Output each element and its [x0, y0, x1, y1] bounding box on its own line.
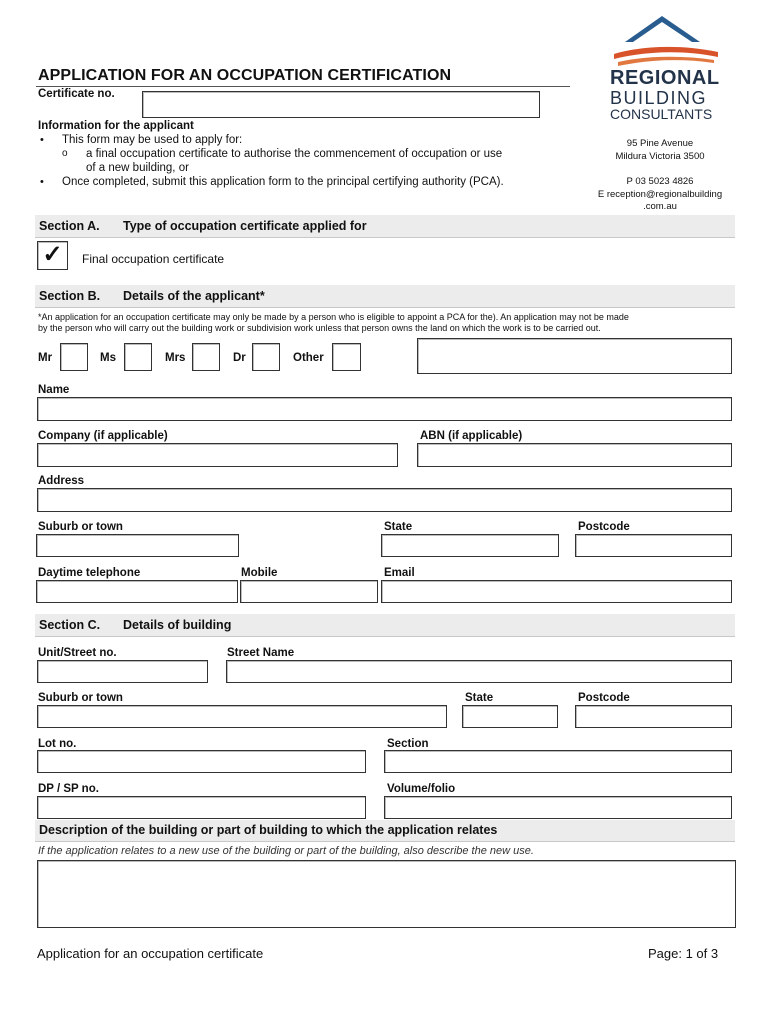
- applicant-suburb-field[interactable]: [36, 534, 239, 557]
- email-label: Email: [384, 567, 415, 579]
- bullet-1: •: [40, 134, 44, 146]
- street-field[interactable]: [226, 660, 732, 683]
- applicant-state-field[interactable]: [381, 534, 559, 557]
- bullet-2: •: [40, 176, 44, 188]
- mrs-checkbox[interactable]: [192, 343, 220, 371]
- company-logo: [600, 12, 730, 122]
- address-label: Address: [38, 475, 85, 487]
- contact-phone: P 03 5023 4826: [626, 176, 694, 187]
- certificate-number-field[interactable]: [142, 91, 540, 118]
- section-b-num: Section B.: [39, 289, 101, 303]
- section-a-num: Section A.: [39, 219, 100, 233]
- logo-line-3: CONSULTANTS: [610, 106, 713, 122]
- applicant-postcode-label: Postcode: [578, 521, 630, 533]
- name-label: Name: [38, 384, 70, 396]
- section-a-title: Type of occupation certificate applied for: [123, 219, 367, 233]
- section-b-title: Details of the applicant*: [123, 289, 265, 303]
- mrs-label: Mrs: [165, 352, 186, 364]
- other-title-field[interactable]: [417, 338, 732, 374]
- address-field[interactable]: [37, 488, 732, 512]
- section-a-header: [35, 215, 735, 238]
- info-sub-1b: of a new building, or: [86, 162, 189, 174]
- title-underline: [36, 86, 570, 87]
- contact-email-1: E reception@regionalbuilding: [597, 189, 723, 200]
- info-heading: Information for the applicant: [38, 120, 194, 132]
- dr-label: Dr: [233, 352, 246, 364]
- mr-checkbox[interactable]: [60, 343, 88, 371]
- info-bullet-1: This form may be used to apply for:: [62, 134, 243, 146]
- mobile-field[interactable]: [240, 580, 378, 603]
- section-c-title: Details of building: [123, 618, 232, 632]
- daytime-phone-field[interactable]: [36, 580, 238, 603]
- lot-label: Lot no.: [38, 738, 77, 750]
- volume-label: Volume/folio: [387, 783, 456, 795]
- dr-checkbox[interactable]: [252, 343, 280, 371]
- description-header: Description of the building or part of building to which the application relates: [35, 820, 735, 842]
- applicant-state-label: State: [384, 521, 413, 533]
- logo-line-2: BUILDING: [610, 88, 708, 108]
- building-state-label: State: [465, 692, 494, 704]
- other-label: Other: [293, 352, 324, 364]
- section-b-note-1: *An application for an occupation certificate may only be made by a person who is eligible to appoint a PCA for the). An application may not be made: [38, 312, 629, 322]
- info-sub-1a: a final occupation certificate to authorise the commencement of occupation or use: [86, 148, 503, 160]
- contact-address-1: 95 Pine Avenue: [626, 138, 694, 149]
- applicant-postcode-field[interactable]: [575, 534, 732, 557]
- volume-field[interactable]: [384, 796, 732, 819]
- logo-roof-icon: [600, 12, 730, 68]
- info-bullet-2: Once completed, submit this application form to the principal certifying authority (PCA).: [62, 176, 504, 188]
- page-title: APPLICATION FOR AN OCCUPATION CERTIFICATION: [38, 67, 452, 84]
- unit-field[interactable]: [37, 660, 208, 683]
- building-suburb-label: Suburb or town: [38, 692, 123, 704]
- section-no-field[interactable]: [384, 750, 732, 773]
- footer-left: Application for an occupation certificate: [37, 946, 264, 961]
- footer-right: Page: 1 of 3: [648, 946, 719, 961]
- unit-label: Unit/Street no.: [38, 647, 117, 659]
- abn-label: ABN (if applicable): [420, 430, 523, 442]
- section-c-num: Section C.: [39, 618, 101, 632]
- company-label: Company (if applicable): [38, 430, 168, 442]
- final-certificate-checkbox[interactable]: [37, 241, 68, 270]
- description-field[interactable]: [37, 860, 736, 928]
- section-b-note-2: by the person who will carry out the building work or subdivision work unless that person owns the land on which the work is to be carried out.: [38, 323, 601, 333]
- name-field[interactable]: [37, 397, 732, 421]
- mobile-label: Mobile: [241, 567, 278, 579]
- building-suburb-field[interactable]: [37, 705, 447, 728]
- logo-line-1: REGIONAL: [610, 67, 720, 89]
- section-c-header: [35, 614, 735, 637]
- final-certificate-label: Final occupation certificate: [82, 252, 225, 266]
- section-no-label: Section: [387, 738, 429, 750]
- ms-label: Ms: [100, 352, 116, 364]
- building-postcode-field[interactable]: [575, 705, 732, 728]
- mr-label: Mr: [38, 352, 53, 364]
- company-field[interactable]: [37, 443, 398, 467]
- description-hint: If the application relates to a new use of the building or part of the building, also describe the new use.: [38, 845, 534, 857]
- check-mark-icon: ✓: [42, 241, 63, 268]
- ms-checkbox[interactable]: [124, 343, 152, 371]
- section-b-header: [35, 285, 735, 308]
- contact-address-2: Mildura Victoria 3500: [615, 151, 705, 162]
- certificate-label: Certificate no.: [38, 88, 115, 100]
- building-state-field[interactable]: [462, 705, 558, 728]
- abn-field[interactable]: [417, 443, 732, 467]
- building-postcode-label: Postcode: [578, 692, 630, 704]
- dp-field[interactable]: [37, 796, 366, 819]
- applicant-suburb-label: Suburb or town: [38, 521, 123, 533]
- other-checkbox[interactable]: [332, 343, 361, 371]
- street-label: Street Name: [227, 647, 295, 659]
- sub-bullet-1: o: [62, 148, 68, 159]
- lot-field[interactable]: [37, 750, 366, 773]
- email-field[interactable]: [381, 580, 732, 603]
- daytime-phone-label: Daytime telephone: [38, 567, 141, 579]
- dp-label: DP / SP no.: [38, 783, 99, 795]
- contact-email-2: .com.au: [643, 201, 677, 212]
